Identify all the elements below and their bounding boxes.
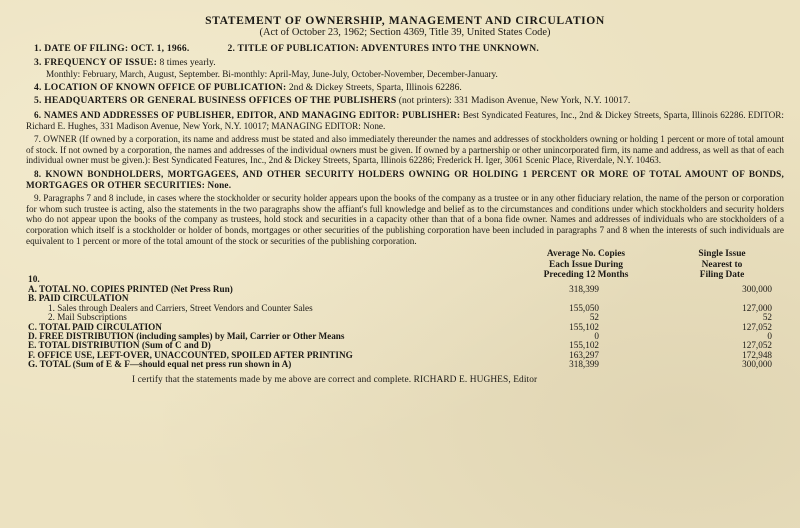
row-label: B. PAID CIRCULATION [28,293,129,304]
row-single-value: 0 [767,331,772,342]
row-average-value: 163,297 [569,349,599,360]
row-label: 1. Sales through Dealers and Carriers, Street Vendors and Counter Sales [48,302,313,313]
row-single-value: 127,052 [742,340,772,351]
item-frequency-detail: Monthly: February, March, August, September. Bi-monthly: April-May, June-July, October-November, December-January. [46,69,498,80]
row-label: F. OFFICE USE, LEFT-OVER, UNACCOUNTED, SPOILED AFTER PRINTING [28,349,353,360]
row-label: E. TOTAL DISTRIBUTION (Sum of C and D) [28,340,211,351]
row-single-value: 52 [762,312,772,323]
item-date-of-filing: 1. DATE OF FILING: OCT. 1, 1966. [34,43,190,54]
item-title-of-publication: 2. TITLE OF PUBLICATION: ADVENTURES INTO THE UNKNOWN. [227,43,539,54]
col-single-line: Single Issue [698,249,746,260]
col-average-heading [511,249,661,281]
row-average-value: 318,399 [569,359,599,370]
item-frequency [26,58,784,69]
item-frequency-value: 8 times yearly. [159,56,216,68]
row-average-value: 0 [594,331,599,342]
item-owner: 7. OWNER (If owned by a corporation, its name and address must be stated and also immediately thereunder the names and addresses of stockholders owning or holding 1 percent or more of total amount of stock. If not owned by a corporation, the names and addresses of the individual owners must be given. If owned by a partnership or other unincorporated firm, its name and address, as well as that of each individual owner must be given.): Best Syndicated Features, Inc., 2nd & Dickey Streets, Sparta, Illinois 62286; Frederick H. Iger, 3061 Scenic Place, Riverdale, N.Y. 10463. [26,134,784,166]
certification-line: I certify that the statements made by me above are correct and complete. RICHARD E. HUGHES, Editor [132,374,538,385]
col-single-heading [662,249,782,281]
circulation-table-header [26,249,784,285]
item-location [26,83,784,94]
item-names-addresses [26,110,784,131]
item-headquarters-value: (not printers): 331 Madison Avenue, New York, N.Y. 10017. [398,95,631,107]
item-location-heading: 4. LOCATION OF KNOWN OFFICE OF PUBLICATION: [34,81,287,93]
row-single-value: 172,948 [742,349,772,360]
items-1-2 [26,44,784,55]
row-average-value: 318,399 [569,284,599,295]
row-label: A. TOTAL NO. COPIES PRINTED (Net Press Run) [28,284,233,295]
row-single-value: 300,000 [742,359,772,370]
row-label: G. TOTAL (Sum of E & F—should equal net press run shown in A) [28,359,292,370]
row-average-value: 155,102 [569,321,599,332]
col-average-line: Each Issue During [549,259,623,270]
statement-title: STATEMENT OF OWNERSHIP, MANAGEMENT AND CIRCULATION [205,14,605,27]
table-row [26,360,784,369]
col-single-line: Nearest to [701,259,743,270]
item-headquarters [26,96,784,107]
table-row [26,285,784,294]
table-number: 10. [28,275,40,286]
row-label: C. TOTAL PAID CIRCULATION [28,321,162,332]
item-frequency-heading: 3. FREQUENCY OF ISSUE: [34,56,158,68]
item-paragraphs-note: 9. Paragraphs 7 and 8 include, in cases where the stockholder or security holder appears upon the books of the company as a trustee or in any other fiduciary relation, the name of the person or corporation for whom such trustee is acting, also the statements in the two paragraphs show the affiant's full knowledge and belief as to the circumstances and conditions under which stockholders and security holders who do not appear upon the books of the company as trustees, hold stock and securities in a capacity other than that of a bona fide owner. Names and addresses of individuals who are stockholders of a corporation which itself is a stockholder or holder of bonds, mortgages or other securities of the publishing corporation have been included in paragraphs 7 and 8 when the interests of such individuals are equivalent to 1 percent or more of the total amount of the stock or securities of the publishing corporation. [26,193,784,246]
row-single-value: 300,000 [742,284,772,295]
circulation-table [26,285,784,370]
row-average-value: 52 [589,312,599,323]
item-headquarters-heading: 5. HEADQUARTERS OR GENERAL BUSINESS OFFICES OF THE PUBLISHERS [34,95,397,107]
row-label: D. FREE DISTRIBUTION (including samples) by Mail, Carrier or Other Means [28,331,345,342]
col-single-line: Filing Date [699,270,745,281]
table-row [26,304,784,313]
statement-subtitle: (Act of October 23, 1962; Section 4369, Title 39, United States Code) [259,27,551,38]
item-location-value: 2nd & Dickey Streets, Sparta, Illinois 62286. [288,81,462,93]
item-names-value: Best Syndicated Features, Inc., 2nd & Dickey Streets, Sparta, Illinois 62286. EDITOR: Richard E. Hughes, 331 Madison Avenue, New York, N.Y. 10017; MANAGING EDITOR: None. [26,109,784,131]
item-bondholders: 8. KNOWN BONDHOLDERS, MORTGAGEES, AND OTHER SECURITY HOLDERS OWNING OR HOLDING 1 PERCENT OR MORE OF TOTAL AMOUNT OF BONDS, MORTGAGES OR OTHER SECURITIES: None. [26,168,784,190]
row-average-value: 155,050 [569,302,599,313]
col-average-line: Preceding 12 Months [543,270,629,281]
item-names-heading: 6. NAMES AND ADDRESSES OF PUBLISHER, EDITOR, AND MANAGING EDITOR: PUBLISHER: [34,109,461,120]
row-single-value: 127,052 [742,321,772,332]
row-average-value: 155,102 [569,340,599,351]
row-label: 2. Mail Subscriptions [48,312,127,323]
col-average-line: Average No. Copies [546,249,626,260]
row-single-value: 127,000 [742,302,772,313]
